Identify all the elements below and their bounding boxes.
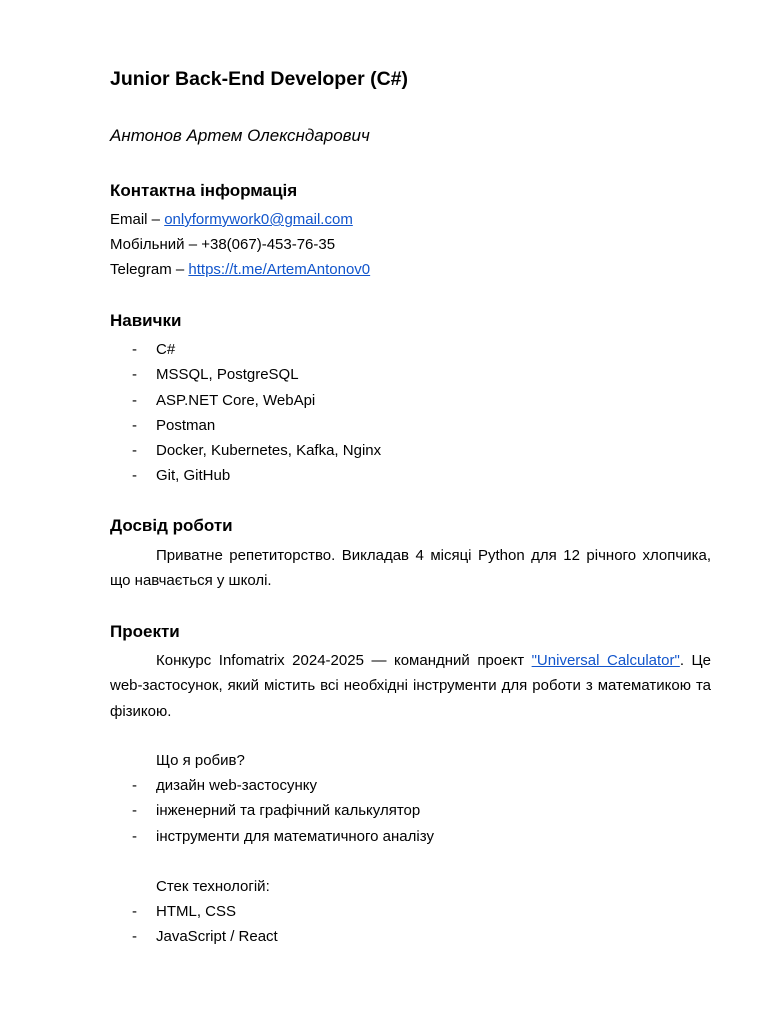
- task-text: інструменти для математичного аналізу: [156, 827, 434, 845]
- bullet-dash: -: [132, 416, 137, 434]
- skills-list: [110, 340, 711, 492]
- bullet-dash: -: [132, 802, 137, 820]
- phone-label: Мобільний: [110, 236, 185, 253]
- bullet-dash: -: [132, 467, 137, 485]
- task-text: інженерний та графічний калькулятор: [156, 802, 421, 820]
- list-item: [110, 801, 711, 826]
- skill-text: Postman: [156, 416, 216, 434]
- list-item: [110, 441, 711, 466]
- bullet-dash: -: [132, 442, 137, 460]
- list-item: [110, 466, 711, 491]
- telegram-line: [110, 260, 370, 280]
- project-link[interactable]: "Universal Calculator": [531, 652, 680, 669]
- list-item: [110, 416, 711, 441]
- telegram-separator: –: [171, 261, 189, 278]
- projects-heading: Проекти: [110, 622, 180, 641]
- project-intro-before: Конкурс Infomatrix 2024-2025 — командний проект: [156, 652, 532, 669]
- bullet-dash: -: [132, 903, 137, 920]
- resume-title: Junior Back-End Developer (C#): [110, 68, 408, 90]
- bullet-dash: -: [132, 391, 137, 409]
- skill-text: C#: [156, 341, 176, 358]
- list-item: [110, 827, 711, 852]
- stack-text: JavaScript / React: [156, 928, 278, 946]
- stack-label: Стек технологій:: [156, 878, 270, 895]
- phone-value: +38(067)-453-76-35: [201, 236, 336, 253]
- bullet-dash: -: [132, 777, 137, 794]
- skill-text: ASP.NET Core, WebApi: [156, 391, 316, 409]
- stack-text: HTML, CSS: [156, 903, 237, 920]
- stack-list: [110, 902, 711, 953]
- list-item: [110, 365, 711, 390]
- tasks-list: [110, 776, 711, 852]
- project-intro-after: . Це web-застосунок, який містить всі необхідні інструменти для роботи з математикою та фізикою.: [110, 652, 711, 720]
- experience-heading: Досвід роботи: [110, 516, 233, 535]
- list-item: [110, 340, 711, 365]
- experience-text: Приватне репетиторство. Викладав 4 місяці Python для 12 річного хлопчика, що навчається у школі.: [110, 547, 711, 590]
- skill-text: MSSQL, PostgreSQL: [156, 366, 299, 384]
- phone-line: [110, 235, 335, 255]
- skill-text: Git, GitHub: [156, 467, 231, 485]
- email-line: [110, 210, 353, 230]
- project-description: [110, 648, 711, 724]
- list-item: [110, 927, 711, 952]
- bullet-dash: -: [132, 341, 137, 358]
- list-item: [110, 776, 711, 801]
- contacts-heading: Контактна інформація: [110, 181, 298, 200]
- telegram-label: Telegram: [110, 261, 172, 278]
- bullet-dash: -: [132, 928, 137, 946]
- candidate-name: Антонов Артем Олексндарович: [110, 126, 370, 145]
- phone-separator: –: [184, 236, 202, 253]
- list-item: [110, 391, 711, 416]
- tasks-label: Що я робив?: [156, 752, 245, 769]
- email-separator: –: [147, 211, 165, 228]
- list-item: [110, 902, 711, 927]
- email-label: Email: [110, 211, 148, 228]
- skills-heading: Навички: [110, 311, 182, 330]
- email-link[interactable]: onlyformywork0@gmail.com: [164, 211, 353, 228]
- telegram-link[interactable]: https://t.me/ArtemAntonov0: [188, 261, 371, 278]
- bullet-dash: -: [132, 827, 137, 845]
- bullet-dash: -: [132, 366, 137, 384]
- skill-text: Docker, Kubernetes, Kafka, Nginx: [156, 442, 382, 460]
- task-text: дизайн web-застосунку: [156, 777, 317, 794]
